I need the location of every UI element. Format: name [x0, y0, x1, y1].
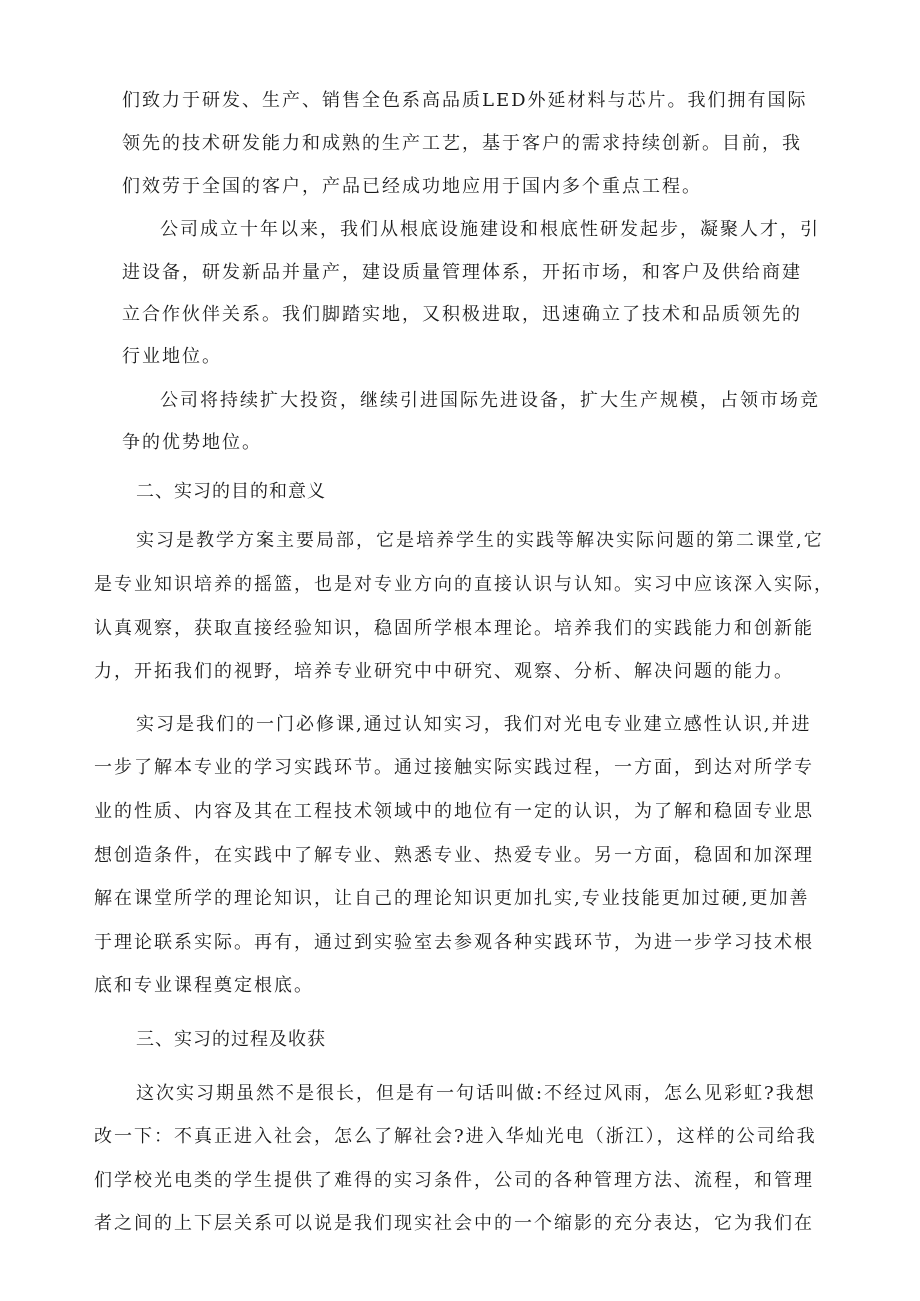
text-line: 业的性质、内容及其在工程技术领域中的地位有一定的认识，为了解和稳固专业思 — [94, 801, 814, 822]
text-line: 认真观察，获取直接经验知识，稳固所学根本理论。培养我们的实践能力和创新能 — [94, 618, 814, 639]
text-line: 是专业知识培养的摇篮，也是对专业方向的直接认识与认知。实习中应该深入实际， — [94, 574, 834, 595]
text-line: 改一下：不真正进入社会，怎么了解社会?进入华灿光电（浙江），这样的公司给我 — [94, 1126, 817, 1147]
text-line: 进设备，研发新品并量产，建设质量管理体系，开拓市场，和客户及供给商建 — [122, 262, 802, 283]
text-line: 者之间的上下层关系可以说是我们现实社会中的一个缩影的充分表达，它为我们在 — [94, 1213, 814, 1234]
section-heading: 三、实习的过程及收获 — [136, 1029, 326, 1050]
text-line: 力，开拓我们的视野，培养专业研究中中研究、观察、分析、解决问题的能力。 — [94, 661, 794, 682]
text-line: 领先的技术研发能力和成熟的生产工艺，基于客户的需求持续创新。目前，我 — [122, 133, 802, 154]
text-line: 解在课堂所学的理论知识，让自己的理论知识更加扎实,专业技能更加过硬,更加善 — [94, 888, 810, 909]
section-heading: 二、实习的目的和意义 — [136, 481, 326, 502]
text-line: 公司成立十年以来，我们从根底设施建设和根底性研发起步，凝聚人才，引 — [160, 219, 820, 240]
text-line: 实习是我们的一门必修课,通过认知实习，我们对光电专业建立感性认识,并进 — [136, 714, 812, 735]
text-line: 一步了解本专业的学习实践环节。通过接触实际实践过程，一方面，到达对所学专 — [94, 757, 814, 778]
text-line: 们效劳于全国的客户，产品已经成功地应用于国内多个重点工程。 — [122, 176, 702, 197]
text-line: 们致力于研发、生产、销售全色系高品质LED外延材料与芯片。我们拥有国际 — [122, 90, 808, 111]
text-line: 实习是教学方案主要局部，它是培养学生的实践等解决实际问题的第二课堂,它 — [136, 530, 824, 551]
text-line: 底和专业课程奠定根底。 — [94, 975, 314, 996]
text-line: 们学校光电类的学生提供了难得的实习条件，公司的各种管理方法、流程，和管理 — [94, 1170, 814, 1191]
text-line: 这次实习期虽然不是很长，但是有一句话叫做:不经过风雨，怎么见彩虹?我想 — [136, 1083, 816, 1104]
text-line: 想创造条件，在实践中了解专业、熟悉专业、热爱专业。另一方面，稳固和加深理 — [94, 845, 814, 866]
text-line: 争的优势地位。 — [122, 432, 262, 453]
text-line: 行业地位。 — [122, 346, 222, 367]
text-line: 于理论联系实际。再有，通过到实验室去参观各种实践环节，为进一步学习技术根 — [94, 932, 814, 953]
text-line: 立合作伙伴关系。我们脚踏实地，又积极进取，迅速确立了技术和品质领先的 — [122, 304, 802, 325]
text-line: 公司将持续扩大投资，继续引进国际先进设备，扩大生产规模，占领市场竞 — [160, 390, 820, 411]
